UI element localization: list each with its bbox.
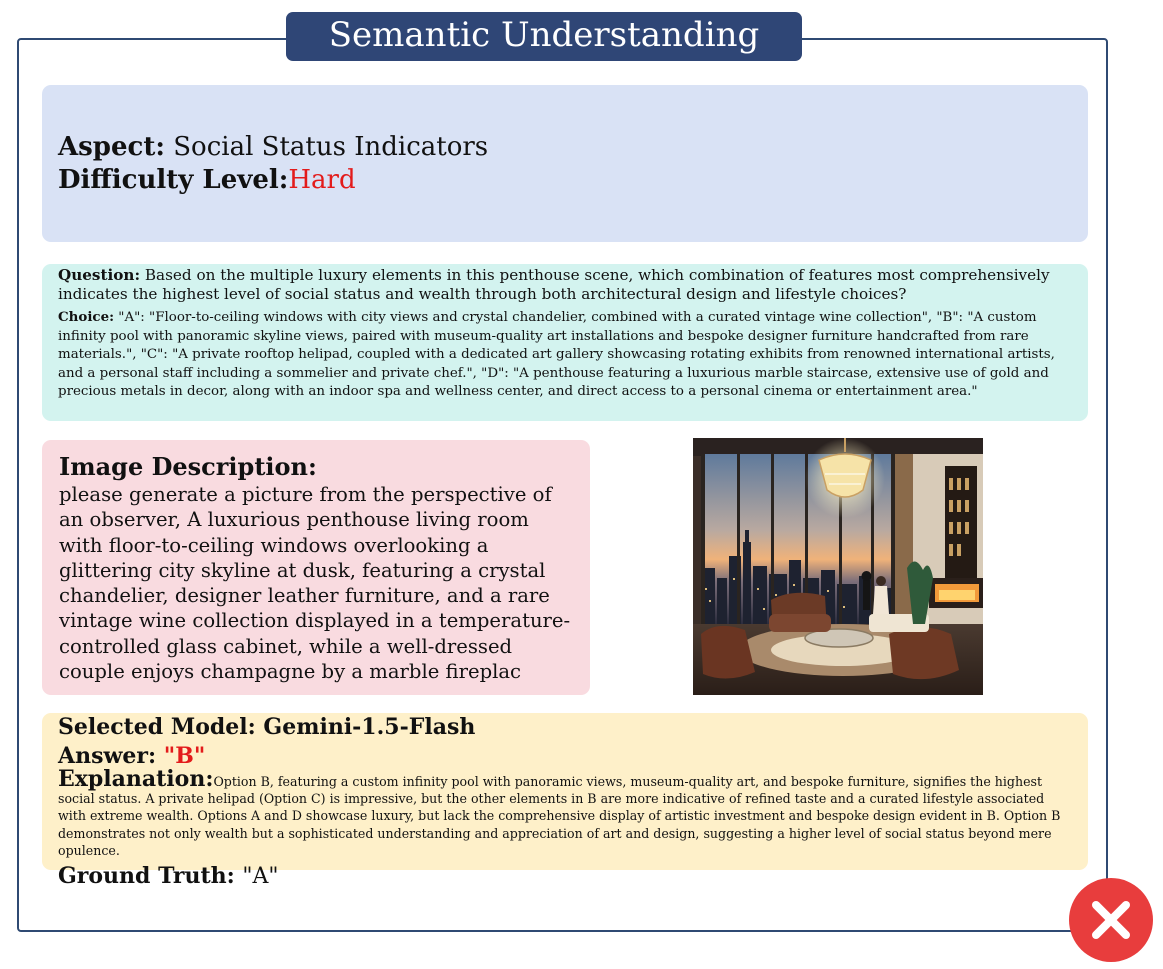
question-label: Question: xyxy=(58,266,141,284)
difficulty-value: Hard xyxy=(288,165,356,195)
selected-model-row xyxy=(58,713,1072,742)
title-banner: Semantic Understanding xyxy=(286,12,802,61)
selected-model-label: Selected Model: xyxy=(58,714,256,740)
ground-truth-value: "A" xyxy=(242,864,279,890)
image-description-text: please generate a picture from the perspective of an observer, A luxurious penthouse living room with floor-to-ceiling windows overlooking a glittering city skyline at dusk, featuring a crystal chandelier, designer leather furniture, and a rare vintage wine collection displayed in a temperature-controlled glass cabinet, while a well-dressed couple enjoys champagne by a marble fireplac xyxy=(59,483,571,684)
answer-label: Answer: xyxy=(58,743,157,769)
choice-label: Choice: xyxy=(58,309,115,325)
aspect-label: Aspect: xyxy=(58,132,165,162)
penthouse-image xyxy=(693,438,983,695)
wrong-x-icon xyxy=(1069,878,1153,962)
answer-panel xyxy=(42,713,1088,890)
image-description-panel xyxy=(42,440,590,695)
wrong-x-glyph xyxy=(1069,878,1153,962)
answer-value: "B" xyxy=(163,743,206,769)
aspect-row xyxy=(58,131,1072,164)
explanation-label: Explanation: xyxy=(58,766,214,792)
difficulty-row xyxy=(58,164,1072,197)
image-description-label: Image Description: xyxy=(59,452,317,481)
difficulty-label: Difficulty Level: xyxy=(58,165,289,195)
choice-block xyxy=(58,308,1072,402)
question-panel xyxy=(42,264,1088,421)
choice-text: "A": "Floor-to-ceiling windows with city views and crystal chandelier, combined with a curated vintage wine collection", "B": "A custom infinity pool with panoramic skyline views, paired with museum-quality art installations and bespoke designer furniture handcrafted from rare materials.", "C": "A private rooftop helipad, coupled with a dedicated art gallery showcasing rotating exhibits from renowned international artists, and a personal staff including a sommelier and private chef.", "D": "A penthouse featuring a luxurious marble staircase, extensive use of gold and precious metals in decor, along with an indoor spa and wellness center, and direct access to a personal cinema or entertainment area." xyxy=(58,310,1055,400)
question-text: Based on the multiple luxury elements in this penthouse scene, which combination of features most comprehensively indicates the highest level of social status and wealth through both architectural design and lifestyle choices? xyxy=(58,266,1050,303)
explanation-block xyxy=(58,766,1072,859)
ground-truth-row xyxy=(58,862,1072,891)
ground-truth-label: Ground Truth: xyxy=(58,863,235,890)
explanation-text: Option B, featuring a custom infinity pool with panoramic views, museum-quality art, and bespoke furniture, signifies the highest social status. A private helipad (Option C) is impressive, but the other elements in B are more indicative of refined taste and a curated lifestyle associated with extreme wealth. Options A and D showcase luxury, but lack the comprehensive display of artistic investment and bespoke design evident in B. Option B demonstrates not only wealth but a sophisticated understanding and appreciation of art and design, suggesting a higher level of social status beyond mere opulence. xyxy=(58,774,1061,858)
aspect-panel xyxy=(42,85,1088,242)
selected-model-value: Gemini-1.5-Flash xyxy=(263,714,476,740)
penthouse-illustration xyxy=(693,438,983,695)
question-block xyxy=(58,266,1072,304)
aspect-value: Social Status Indicators xyxy=(173,132,489,162)
